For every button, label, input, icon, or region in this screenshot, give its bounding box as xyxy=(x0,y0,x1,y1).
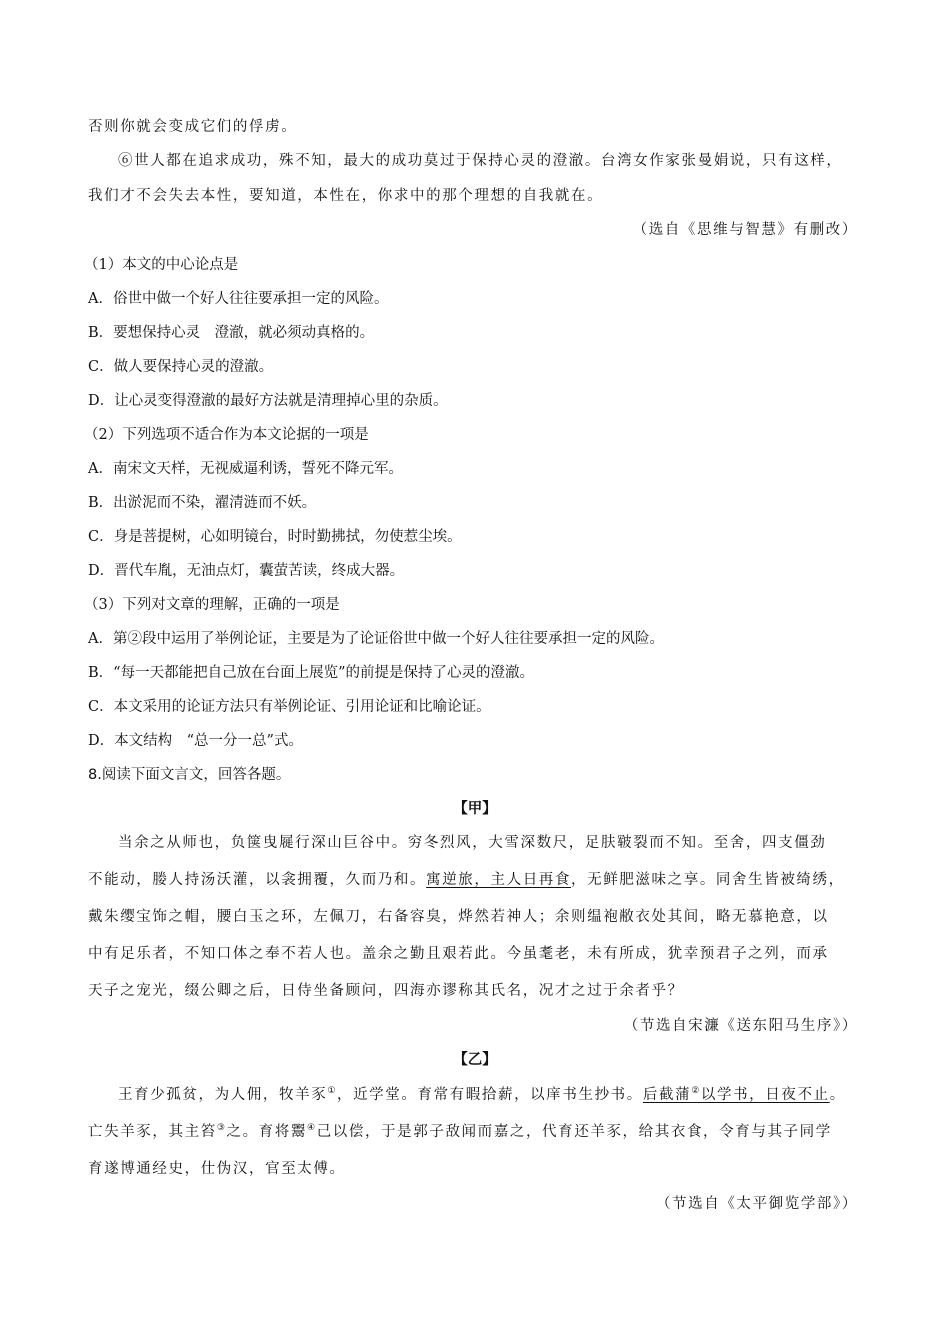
text-segment: 王育少孤贫，为人佣，牧羊豕 xyxy=(118,1087,328,1103)
classical-text-line: 天子之宠光，缀公卿之后，日侍坐备顾问，四海亦谬称其氏名，况才之过于余者乎？ xyxy=(88,983,684,999)
text-segment: 之。育将鬻 xyxy=(226,1124,307,1140)
text-segment: ，近学堂。育常有暇拾薪，以庠书生抄书。 xyxy=(336,1087,643,1103)
answer-option: A．俗世中做一个好人往往要承担一定的风险。 xyxy=(88,291,389,307)
underlined-sentence: 寓逆旅，主人日再食 xyxy=(426,872,572,888)
footnote-marker: ② xyxy=(691,1086,701,1097)
answer-option: B．“每一天都能把自己放在台面上展览”的前提是保持了心灵的澄澈。 xyxy=(88,665,534,681)
text-segment: 。 xyxy=(829,1087,846,1103)
question-stem: （2）下列选项不适合作为本文论据的一项是 xyxy=(84,427,369,443)
section-title-yi: 【乙】 xyxy=(453,1051,497,1068)
question-8-prompt xyxy=(88,765,290,785)
footnote-marker: ① xyxy=(327,1086,337,1097)
answer-option: A．第②段中运用了举例论证，主要是为了论证俗世中做一个好人往往要承担一定的风险。 xyxy=(88,631,664,647)
text-segment: 后截蒲 xyxy=(642,1087,692,1103)
section-title-jia: 【甲】 xyxy=(453,800,497,817)
answer-option: D．本文结构 “总一分一总”式。 xyxy=(88,733,303,749)
classical-text-line: 戴朱缨宝饰之帽，腰白玉之环，左佩刀，右备容臭，烨然若神人；余则缊袍敝衣处其间，略无慕艳意，以 xyxy=(88,909,829,925)
passage-paragraph-6: ⑥世人都在追求成功，殊不知，最大的成功莫过于保持心灵的澄澈。台湾女作家张曼娟说，只有这样， xyxy=(118,153,843,169)
answer-option: C．身是菩提树，心如明镜台，时时勤拂拭，勿使惹尘埃。 xyxy=(88,529,462,545)
question-stem: （3）下列对文章的理解，正确的一项是 xyxy=(84,597,340,613)
text-segment: 己以偿，于是郭子敌闻而嘉之，代育还羊豕，给其衣食，令育与其子同学 xyxy=(316,1124,832,1140)
answer-option: B．要想保持心灵 澄澈，就必须动真格的。 xyxy=(88,325,375,341)
text-segment: 以学书，日夜不止 xyxy=(700,1087,830,1103)
answer-option: A．南宋文天样，无视威逼利诱，誓死不降元军。 xyxy=(88,461,403,477)
underlined-sentence xyxy=(643,1087,830,1103)
answer-option: C．做人要保持心灵的澄澈。 xyxy=(88,359,274,375)
question-stem: （1）本文的中心论点是 xyxy=(84,257,239,273)
footnote-marker: ③ xyxy=(216,1123,227,1134)
passage-line: 我们才不会失去本性，要知道，本性在，你求中的那个理想的自我就在。 xyxy=(88,188,604,204)
text-segment: 不能动，媵人持汤沃灌，以衾拥覆，久而乃和。 xyxy=(88,872,427,888)
question-prompt: 阅读下面文言文，回答各题。 xyxy=(101,767,291,783)
footnote-marker: ④ xyxy=(306,1123,317,1134)
classical-text-line: 育遂博通经史，仕伪汉，官至太傅。 xyxy=(88,1161,346,1177)
text-segment: ，无鲜肥滋味之享。同舍生皆被绮绣， xyxy=(571,872,845,888)
answer-option: D．让心灵变得澄澈的最好方法就是清理掉心里的杂质。 xyxy=(88,393,448,409)
answer-option: C．本文采用的论证方法只有举例论证、引用论证和比喻论证。 xyxy=(88,699,491,715)
text-segment: 亡失羊豕，其主笞 xyxy=(88,1124,217,1140)
question-number: 8. xyxy=(88,767,102,783)
passage-source: （选自《思维与智慧》有删改） xyxy=(632,222,858,238)
yi-source: （节选自《太平御览学部》） xyxy=(655,1196,858,1212)
jia-source: （节选自宋濂《送东阳马生序》） xyxy=(623,1018,858,1034)
answer-option: B．出淤泥而不染，濯清涟而不妖。 xyxy=(88,495,317,511)
classical-text-line xyxy=(88,870,845,890)
classical-text-line xyxy=(88,1122,832,1142)
answer-option: D．晋代车胤，无油点灯，囊萤苦读，终成大器。 xyxy=(88,563,405,579)
classical-text-line xyxy=(118,1085,846,1105)
classical-text-line: 当余之从师也，负箧曳屣行深山巨谷中。穷冬烈风，大雪深数尺，足肤皲裂而不知。至舍，四支僵劲 xyxy=(118,835,827,851)
passage-line: 否则你就会变成它们的俘虏。 xyxy=(88,119,298,135)
classical-text-line: 中有足乐者，不知口体之奉不若人也。盖余之勤且艰若此。今虽耄老，未有所成，犹幸预君子之列，而承 xyxy=(88,946,829,962)
